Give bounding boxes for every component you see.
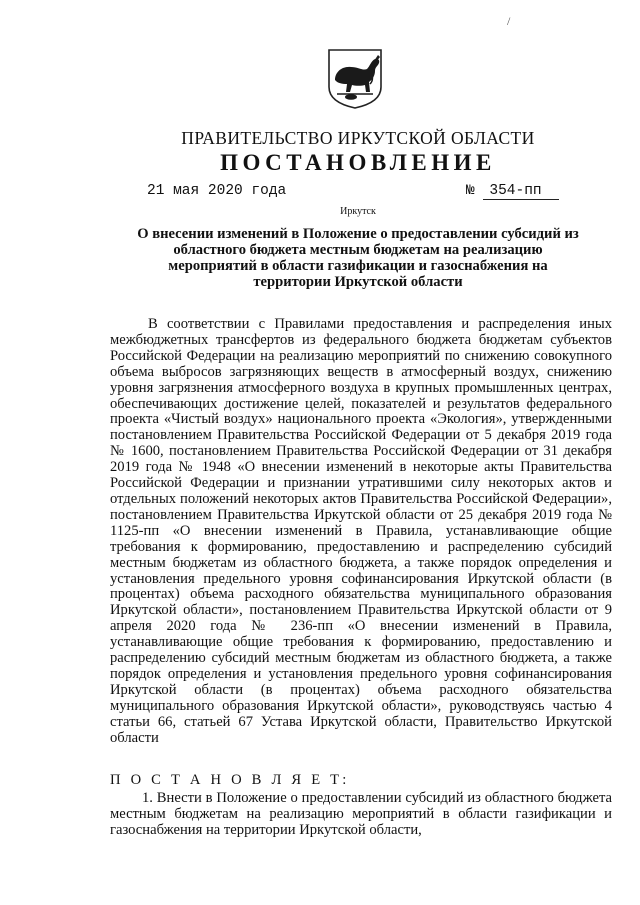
place-of-issue: Иркутск bbox=[340, 206, 376, 217]
corner-mark: / bbox=[507, 14, 511, 28]
preamble bbox=[110, 317, 612, 746]
document-date: 21 мая 2020 года bbox=[147, 183, 287, 199]
item-1 bbox=[110, 790, 612, 839]
document-number-line bbox=[466, 183, 559, 200]
document-number: 354-пп bbox=[483, 184, 559, 200]
number-sign: № bbox=[466, 183, 475, 199]
preamble-paragraph: В соответствии с Правилами предоставления и распределения иных межбюджетных трансфертов из федерального бюджета бюджетам субъектов Российской Федерации на реализацию мероприятий по снижению совокупного объема выбросов загрязняющих веществ в атмосферный воздух, снижению уровня загрязнения атмосферного воздуха в крупных промышленных центрах, обеспечивающих достижение целей, показателей и результатов федерального проекта «Чистый воздух» национального проекта «Экология», утвержденными постановлением Правительства Российской Федерации от 5 декабря 2019 года № 1600, постановлением Правительства Российской Федерации от 31 декабря 2019 года № 1948 «О внесении изменений в некоторые акты Правительства Российской Федерации и признании утратившими силу некоторых актов и отдельных положений некоторых актов Правительства Российской Федерации», постановлением Правительства Иркутской области от 25 декабря 2019 года № 1125-пп «О внесении изменений в Правила, устанавливающие общие требования к формированию, предоставлению и распределению субсидий местным бюджетам из областного бюджета, а также порядок определения и установления предельного уровня софинансирования Иркутской области (в процентах) объема расходного обязательства муниципального образования Иркутской области», постановлением Правительства Иркутской области от 9 апреля 2020 года № 236-пп «О внесении изменений в Правила, устанавливающие общие требования к формированию, предоставлению и распределению субсидий местным бюджетам из областного бюджета, а также порядок определения и установления предельного уровня софинансирования Иркутской области (в процентах) объема расходного обязательства муниципального образования Иркутской области», руководствуясь частью 4 статьи 66, статьей 67 Устава Иркутской области, Правительство Иркутской области bbox=[110, 316, 612, 746]
resolve-heading: П О С Т А Н О В Л Я Е Т: bbox=[110, 772, 350, 788]
document-kind: ПОСТАНОВЛЕНИЕ bbox=[220, 150, 496, 175]
government-name: ПРАВИТЕЛЬСТВО ИРКУТСКОЙ ОБЛАСТИ bbox=[181, 128, 535, 148]
document-title: О внесении изменений в Положение о предоставлении субсидий из областного бюджета местным бюджетам на реализацию мероприятий в области газификации и газоснабжения на территории Иркутской области bbox=[137, 226, 579, 290]
irkutsk-coat-of-arms-icon bbox=[325, 47, 385, 109]
item-1-text: 1. Внести в Положение о предоставлении субсидий из областного бюджета местным бюджетам на реализацию мероприятий в области газификации и газоснабжения на территории Иркутской области, bbox=[110, 790, 612, 839]
